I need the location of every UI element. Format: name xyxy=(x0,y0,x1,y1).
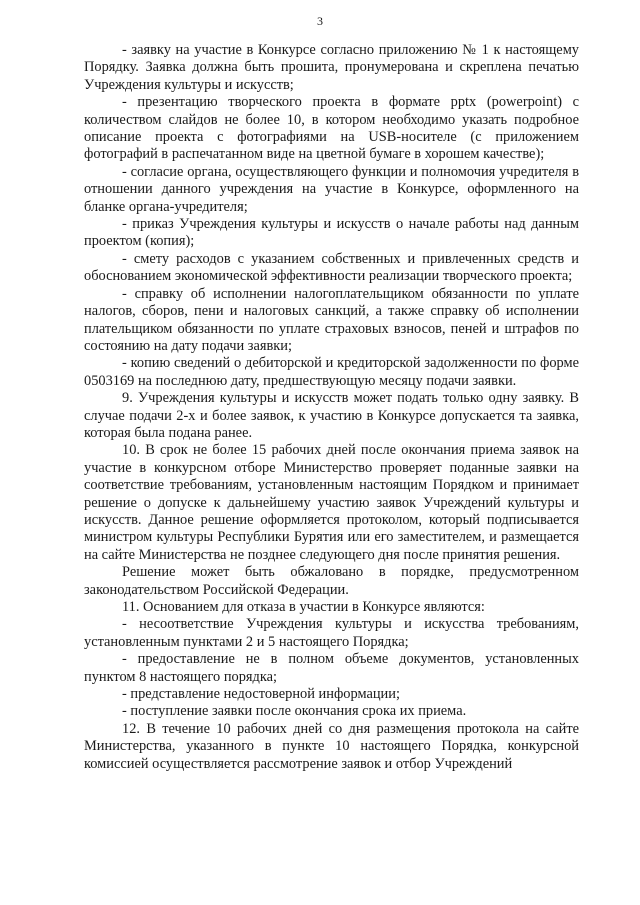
paragraph-clause-11: 11. Основанием для отказа в участии в Конкурсе являются: xyxy=(122,599,485,615)
paragraph-clause-12: 12. В течение 10 рабочих дней со дня размещения протокола на сайте Министерства, указанного в пункте 10 настоящего Порядка, конкурсной комиссией осуществляется рассмотрение заявок и отбор Учреждений xyxy=(84,720,579,772)
paragraph-refusal-incomplete: - предоставление не в полном объеме документов, установленных пунктом 8 настоящего порядка; xyxy=(84,651,579,685)
paragraph-refusal-nonconformity: - несоответствие Учреждения культуры и искусства требованиям, установленным пунктами 2 и 5 настоящего Порядка; xyxy=(84,616,579,650)
paragraph-presentation: - презентацию творческого проекта в формате pptx (powerpoint) с количеством слайдов не более 10, в котором необходимо указать подробное описание проекта с фотографиями на USB-носителе (с приложением фотографий в распечатанном виде на цветной бумаге в хорошем качестве); xyxy=(84,94,579,163)
paragraph-debt-info: - копию сведений о дебиторской и кредиторской задолженности по форме 0503169 на последнюю дату, предшествующую месяцу подачи заявки. xyxy=(84,355,579,389)
document-body xyxy=(84,42,579,773)
paragraph-tax-certificate: - справку об исполнении налогоплательщиком обязанности по уплате налогов, сборов, пени и налоговых санкций, а также справку об исполнении плательщиком обязанности по уплате страховых взносов, пеней и штрафов по состоянию на дату подачи заявки; xyxy=(84,285,579,354)
paragraph-appeal: Решение может быть обжаловано в порядке, предусмотренном законодательством Российской Федерации. xyxy=(84,564,579,598)
paragraph-application-form: - заявку на участие в Конкурсе согласно приложению № 1 к настоящему Порядку. Заявка должна быть прошита, пронумерована и скреплена печатью Учреждения культуры и искусств; xyxy=(84,42,579,93)
paragraph-founder-consent: - согласие органа, осуществляющего функции и полномочия учредителя в отношении данного учреждения на участие в Конкурсе, оформленного на бланке органа-учредителя; xyxy=(84,163,579,215)
paragraph-cost-estimate: - смету расходов с указанием собственных и привлеченных средств и обоснованием экономической эффективности реализации творческого проекта; xyxy=(84,250,579,285)
paragraph-order-copy: - приказ Учреждения культуры и искусств о начале работы над данным проектом (копия); xyxy=(84,216,579,250)
page-number: 3 xyxy=(317,14,323,28)
paragraph-refusal-false-info: - представление недостоверной информации; xyxy=(122,686,400,703)
paragraph-clause-10: 10. В срок не более 15 рабочих дней после окончания приема заявок на участие в конкурсном отборе Министерство проверяет поданные заявки на соответствие требованиям, установленным настоящим Порядком и принимает решение о допуске к дальнейшему участию заявок Учреждений культуры и искусств. Данное решение оформляется протоколом, который подписывается министром культуры Республики Бурятия или его заместителем, и размещается на сайте Министерства не позднее следующего дня после принятия решения. xyxy=(84,442,579,563)
paragraph-refusal-late: - поступление заявки после окончания срока их приема. xyxy=(122,703,467,720)
paragraph-clause-9: 9. Учреждения культуры и искусств может подать только одну заявку. В случае подачи 2-х и более заявок, к участию в Конкурсе допускается та заявка, которая была подана ранее. xyxy=(84,390,579,441)
